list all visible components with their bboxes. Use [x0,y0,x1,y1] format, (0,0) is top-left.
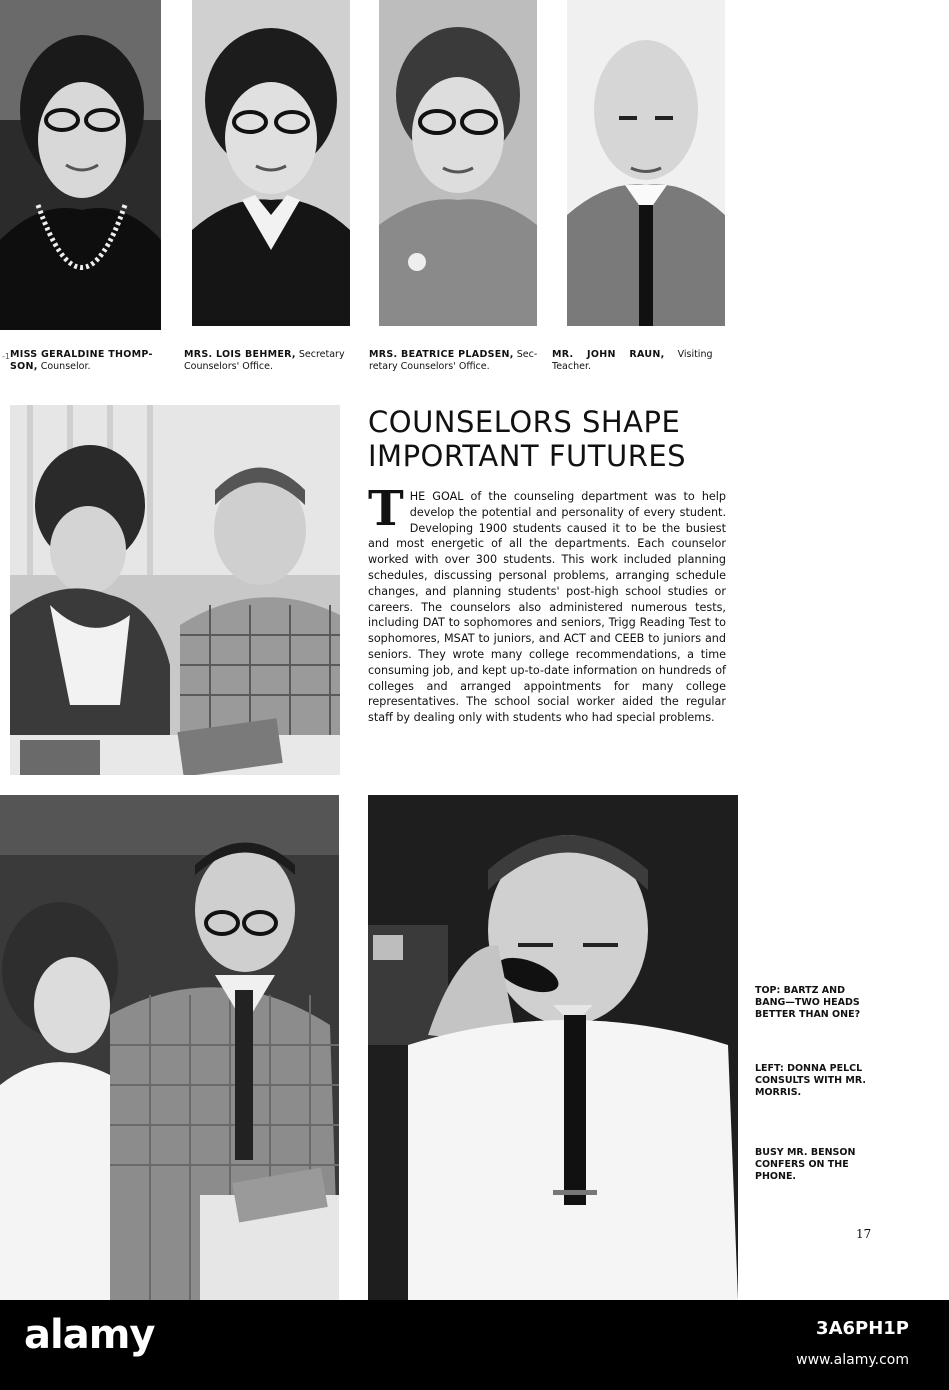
drop-cap: T [368,481,404,537]
photo-bartz-and-bang [10,405,340,775]
alamy-logo: alamy [24,1312,155,1358]
side-caption-busy: BUSY MR. BENSON CONFERS ON THE PHONE. [755,1147,856,1182]
photo-pelcl-and-morris [0,795,339,1300]
article-body [368,481,726,726]
photo-benson-on-phone [368,795,738,1300]
portrait-photo-pladsen [379,0,537,326]
portrait-photo-thompson [0,0,161,330]
portrait-photo-raun [567,0,725,326]
caption-raun: MR. JOHN RAUN, Visiting Teacher. [552,349,713,372]
side-caption-left: LEFT: DONNA PELCL CONSULTS WITH MR. MORRIS. [755,1063,866,1098]
headline-line-1: COUNSELORS SHAPE [368,405,681,439]
caption-thompson: MISS GERALDINE THOMP- SON, Counselor. [10,349,153,372]
caption-behmer: MRS. LOIS BEHMER, Secretary Counselors' Office. [184,349,345,372]
portrait-photo-behmer [192,0,350,326]
site-url: www.alamy.com [796,1352,909,1368]
image-id: 3A6PH1P [816,1318,909,1339]
page-number: 17 [856,1227,872,1241]
article-body-text: HE GOAL of the counseling department was to help develop the potential and personality of every student. Developing 1900 students caused it to be the busiest and most energetic of all the departments. Each counselor worked with over 300 students. This work included planning schedules, discussing personal problems, arranging schedule changes, and planning students' post-high school studies or careers. The counselors also administered numerous tests, including DAT to sophomores and seniors, Trigg Reading Test to sophomores, MSAT to juniors, and ACT and CEEB to juniors and seniors. They wrote many college recommendations, a time consuming job, and kept up-to-date information on hundreds of colleges and arranged appointments for many college representatives. The school social worker aided the regular staff by dealing only with students who had special problems. [368,490,726,725]
edge-mark: -1 [2,352,10,361]
headline-line-2: IMPORTANT FUTURES [368,439,687,473]
caption-pladsen: MRS. BEATRICE PLADSEN, Sec- retary Counselors' Office. [369,349,538,372]
side-caption-top: TOP: BARTZ AND BANG—TWO HEADS BETTER THAN ONE? [755,985,861,1020]
article-headline [368,405,728,473]
